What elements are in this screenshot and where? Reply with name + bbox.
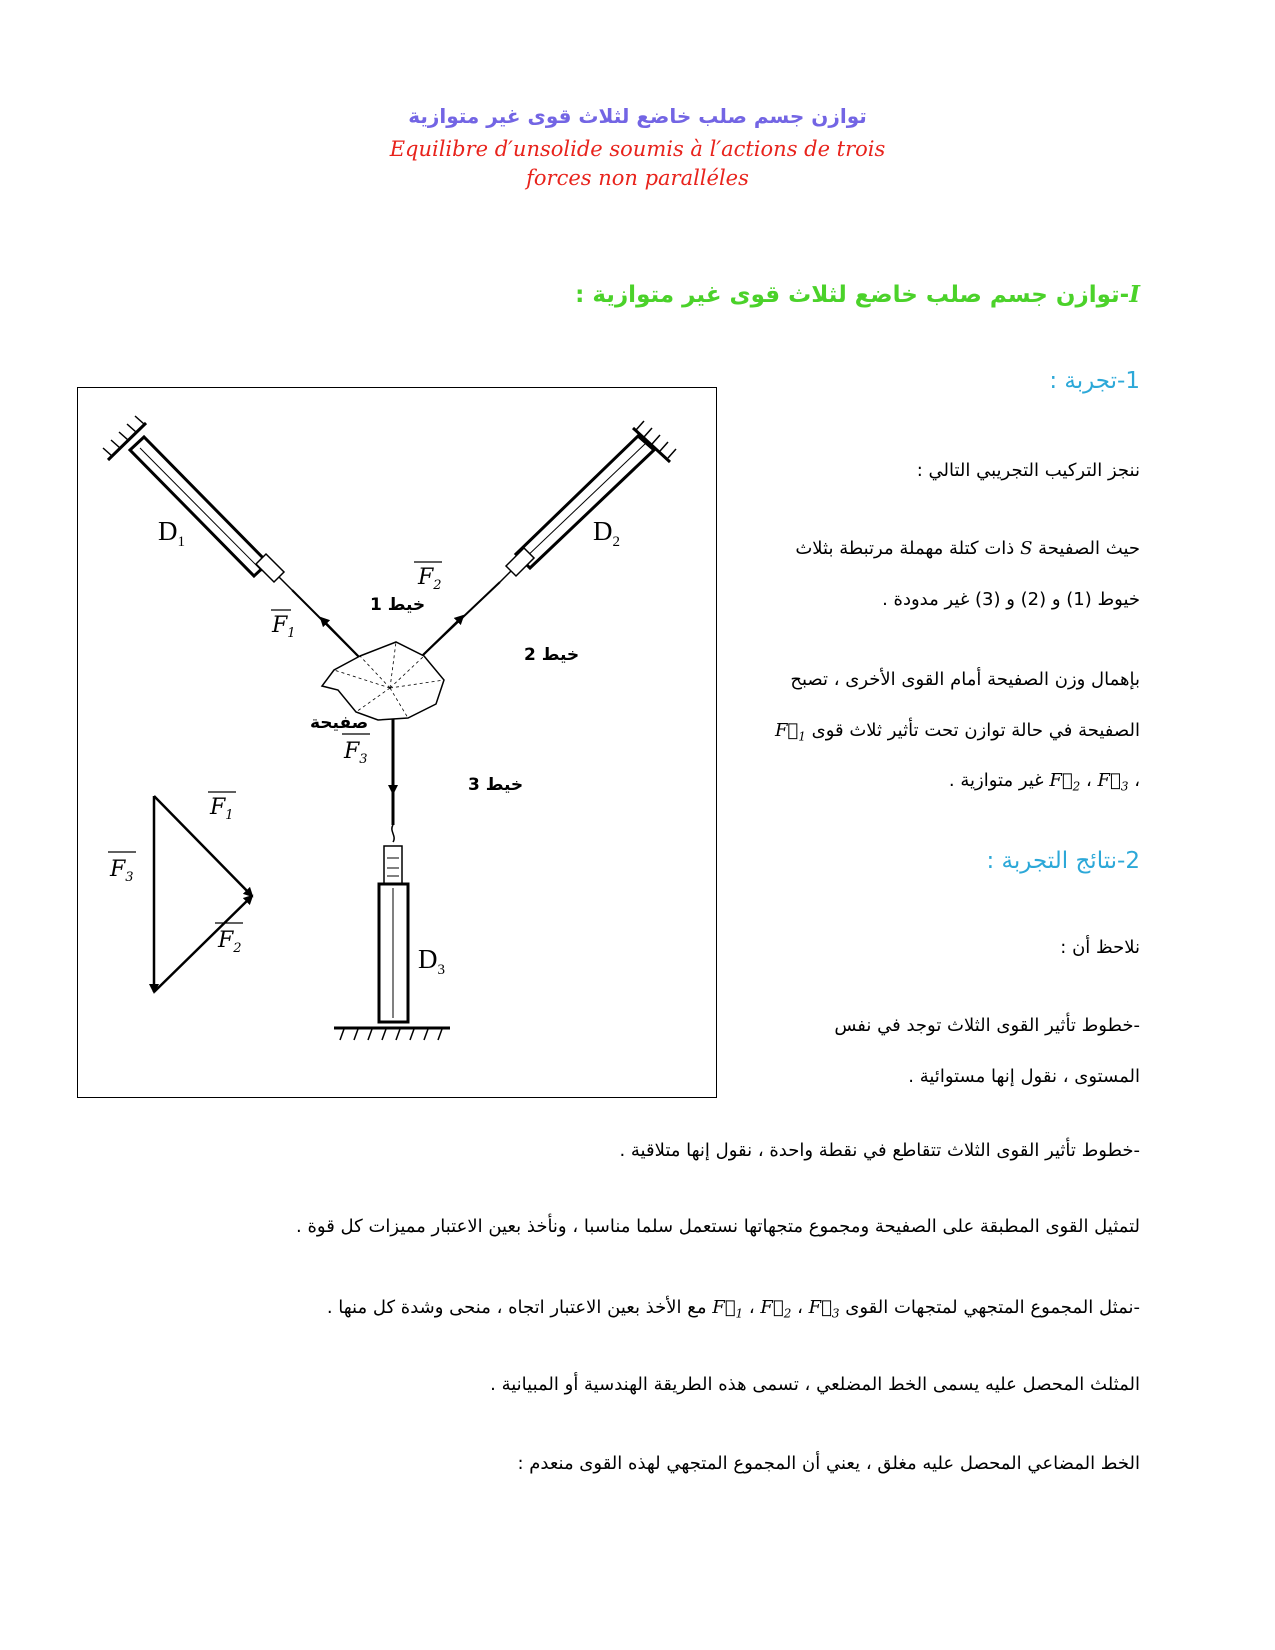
label-f1-triangle — [208, 792, 236, 823]
neglect-line3-text: غير متوازية . — [948, 770, 1044, 791]
vector-f2-inline: $F_2$ — [1049, 770, 1081, 794]
vector-f1-sum: $F_1$ — [712, 1297, 744, 1321]
svg-text:F1: $F_1$ — [272, 613, 296, 641]
plate-symbol: S — [1020, 538, 1033, 559]
label-f1-plate — [271, 610, 296, 641]
plate-line2: خيوط (1) و (2) و (3) غير مدودة . — [882, 589, 1140, 610]
section-number: I — [1129, 281, 1140, 308]
section-heading — [440, 281, 1140, 308]
label-thread-1: خيط 1 — [370, 595, 426, 615]
vector-f3-sum: $F_3$ — [808, 1297, 840, 1321]
neglect-line3: ، $F_2$ ، $F_3$ غير متوازية . — [948, 770, 1140, 794]
vector-sum-text: -نمثل المجموع المتجهي لمتجهات القوى $F_1$ ، $F_2$ ، $F_3$ مع الأخذ بعين الاعتبار اتجاه ، منحى وشدة كل منها . — [326, 1297, 1140, 1321]
label-thread-3: خيط 3 — [468, 775, 524, 795]
arrow-f1 — [321, 618, 360, 658]
svg-text:F2: $F_2$ — [218, 928, 242, 956]
title-french-line1: Equilibre d′unsolide soumis à l′actions de trois — [389, 137, 886, 161]
plate-line1-a: حيث الصفيحة — [1038, 538, 1140, 559]
vector-f3-inline: $F_3$ — [1097, 770, 1129, 794]
label-f3-plate — [342, 734, 370, 767]
svg-text:F3: $F_3$ — [344, 739, 368, 767]
experiment-heading: 1-تجربة : — [1049, 368, 1140, 394]
dynamometer-d3 — [334, 825, 450, 1040]
experiment-figure — [77, 387, 717, 1098]
vector-f2-sum: $F_2$ — [760, 1297, 792, 1321]
closed-polygon-text: الخط المضاعي المحصل عليه مغلق ، يعني أن المجموع المتجهي لهذه القوى منعدم : — [517, 1453, 1140, 1474]
vector-sum-a: -نمثل المجموع المتجهي لمتجهات القوى — [845, 1297, 1140, 1318]
label-f3-triangle — [108, 852, 136, 885]
dynamometer-d2 — [500, 421, 676, 582]
label-thread-2: خيط 2 — [524, 645, 580, 665]
label-plate: صفيحة — [310, 713, 369, 733]
dynamometer-d1 — [103, 416, 292, 590]
title-french-line2: forces non paralléles — [526, 166, 749, 190]
neglect-line1: بإهمال وزن الصفيحة أمام القوى الأخرى ، تصبح — [790, 669, 1140, 690]
figure-drawing — [78, 388, 718, 1099]
triangle-text: المثلث المحصل عليه يسمى الخط المضلعي ، تسمى هذه الطريقة الهندسية أو المبيانية . — [490, 1374, 1140, 1395]
results-heading: 2-نتائج التجربة : — [986, 848, 1140, 874]
concurrent-text: -خطوط تأثير القوى الثلاث تتقاطع في نقطة واحدة ، نقول إنها متلاقية . — [619, 1140, 1140, 1161]
vector-sum-b: مع الأخذ بعين الاعتبار اتجاه ، منحى وشدة كل منها . — [326, 1297, 707, 1318]
label-d3: $D_3$ — [418, 944, 445, 978]
title-arabic: توازن جسم صلب خاضع لثلاث قوى غير متوازية — [408, 104, 867, 128]
neglect-line2-text: الصفيحة في حالة توازن تحت تأثير ثلاث قوى — [811, 720, 1140, 741]
svg-text:F1: $F_1$ — [210, 795, 234, 823]
arrow-f2 — [423, 616, 463, 655]
svg-text:F3: $F_3$ — [110, 857, 134, 885]
svg-text:F2: $F_2$ — [418, 565, 442, 593]
label-d1: $D_1$ — [158, 516, 185, 550]
force-triangle — [154, 796, 252, 992]
label-d2: $D_2$ — [593, 516, 620, 550]
plate-line1-b: ذات كتلة مهملة مرتبطة بثلاث — [795, 538, 1015, 559]
coplanar-line1: -خطوط تأثير القوى الثلاث توجد في نفس — [834, 1015, 1140, 1036]
represent-text: لتمثيل القوى المطبقة على الصفيحة ومجموع متجهاتها نستعمل سلما مناسبا ، ونأخذ بعين الاعتبار مميزات كل قوة . — [296, 1216, 1140, 1237]
experiment-intro: ننجز التركيب التجريبي التالي : — [916, 460, 1140, 481]
vector-f1-inline: $F_1$ — [774, 720, 806, 744]
results-observe: نلاحظ أن : — [1060, 937, 1140, 958]
section-heading-text: -توازن جسم صلب خاضع لثلاث قوى غير متوازية : — [575, 282, 1130, 308]
label-f2-triangle — [215, 923, 243, 956]
coplanar-line2: المستوى ، نقول إنها مستوائية . — [908, 1066, 1140, 1087]
label-f2-plate — [414, 562, 442, 593]
